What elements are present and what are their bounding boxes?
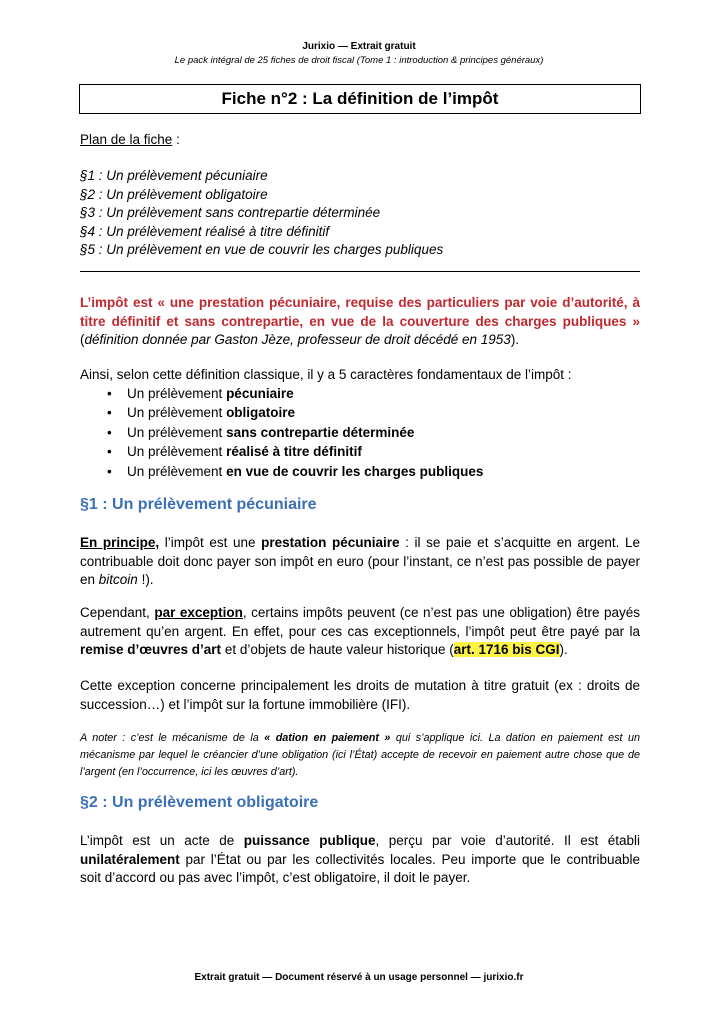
s1-paragraph-3: Cette exception concerne principalement les droits de mutation à titre gratuit (ex : droits de succession…) et l’impôt sur la fortune immobilière (IFI). [80, 678, 640, 712]
list-item [80, 403, 483, 422]
plan-label-suffix: : [172, 132, 180, 147]
s1-p2-text: et d’objets de haute valeur historique ( [221, 642, 454, 657]
definition-source: définition donnée par Gaston Jèze, professeur de droit décédé en 1953 [84, 332, 511, 347]
definition-quote: L’impôt est « une prestation pécuniaire, requise des particuliers par voie d’autorité, à titre définitif et sans contrepartie, en vue de la couverture des charges publiques » [80, 295, 640, 329]
s1-p1-text: l’impôt est une [159, 535, 262, 550]
list-item [80, 384, 483, 403]
s2-p1-bold: puissance publique [243, 833, 376, 848]
note-text: qui s’applique ici. La dation en paiement est un mécanisme par lequel le créancier d’une obligation (ici l’État) accepte de recevoir en paiement autre chose que de l’argent (en l’occurrence, ici les œuvres d’art). [80, 732, 640, 778]
bullet-icon: • [107, 463, 112, 479]
plan-item: §2 : Un prélèvement obligatoire [80, 186, 268, 202]
item-prefix: Un prélèvement [127, 386, 227, 401]
s1-p2-text: Cependant, [80, 605, 155, 620]
intro-paragraph: Ainsi, selon cette définition classique, il y a 5 caractères fondamentaux de l’impôt : [80, 367, 572, 382]
legal-reference-highlight: art. 1716 bis CGI [453, 642, 560, 657]
s2-p1-text: par l’État ou par les collectivités locales. Peu importe que le contribuable soit d’accord ou pas avec l’impôt, c’est obligatoire, il doit le payer. [80, 851, 640, 885]
s1-paragraph-1 [80, 534, 640, 590]
note-bold: « dation en paiement » [264, 732, 391, 744]
s1-p1-text: : il se paie et s’acquitte en argent. Le contribuable doit donc payer son impôt en euro (pour l’instant, ce n’est pas possible de payer en [80, 535, 641, 587]
divider [80, 271, 640, 272]
bullet-icon: • [107, 405, 112, 421]
section-heading-1: §1 : Un prélèvement pécuniaire [80, 496, 317, 513]
plan-item: §4 : Un prélèvement réalisé à titre définitif [80, 223, 330, 239]
s1-p1-italic: bitcoin [98, 572, 138, 587]
definition-paragraph [80, 294, 640, 350]
header-brand: Jurixio — Extrait gratuit [302, 41, 416, 52]
item-prefix: Un prélèvement [127, 424, 227, 440]
header-subtitle: Le pack intégral de 25 fiches de droit fiscal (Tome 1 : introduction & principes généraux) [174, 55, 544, 66]
plan-list [80, 167, 443, 260]
item-prefix: Un prélèvement [127, 405, 227, 421]
list-item [80, 423, 483, 442]
item-bold: pécuniaire [226, 386, 294, 401]
bullet-icon: • [107, 424, 112, 440]
plan-item: §3 : Un prélèvement sans contrepartie déterminée [80, 205, 381, 221]
item-bold: réalisé à titre définitif [226, 444, 362, 460]
s1-p2-lead: par exception [154, 605, 243, 620]
definition-close-paren: ). [510, 332, 520, 347]
s2-p1-text: , perçu par voie d’autorité. Il est établi [375, 833, 641, 848]
characters-list [80, 384, 483, 481]
s1-p1-text: !). [137, 572, 154, 587]
s1-paragraph-2 [80, 604, 640, 660]
bullet-icon: • [107, 386, 112, 401]
page-title: Fiche n°2 : La définition de l’impôt [79, 84, 641, 114]
s1-p1-lead: En principe, [80, 535, 160, 550]
s2-paragraph-1 [80, 832, 640, 888]
s2-p1-bold: unilatéralement [80, 851, 180, 867]
s1-p1-bold: prestation pécuniaire [261, 535, 400, 550]
s1-p2-bold: remise d’œuvres d’art [80, 642, 222, 657]
item-prefix: Un prélèvement [127, 463, 227, 479]
list-item [80, 442, 483, 461]
item-bold: obligatoire [226, 405, 296, 421]
item-prefix: Un prélèvement [127, 444, 227, 460]
s1-note [80, 730, 640, 781]
plan-heading [80, 132, 180, 147]
note-text: A noter : c’est le mécanisme de la [80, 732, 265, 744]
page-footer: Extrait gratuit — Document réservé à un usage personnel — jurixio.fr [194, 972, 524, 983]
list-item [80, 462, 483, 481]
plan-item: §5 : Un prélèvement en vue de couvrir les charges publiques [80, 242, 444, 258]
page-header [0, 40, 718, 67]
section-heading-2: §2 : Un prélèvement obligatoire [80, 794, 319, 811]
item-bold: sans contrepartie déterminée [226, 424, 415, 440]
plan-label: Plan de la fiche [80, 132, 173, 147]
bullet-icon: • [107, 444, 112, 460]
definition-open-paren: ( [80, 332, 85, 347]
s1-p2-text: , certains impôts peuvent (ce n’est pas une obligation) être payés autrement qu’en argent. En effet, pour ces cas exceptionnels, l’impôt peut être payé par la [80, 605, 640, 639]
s1-p2-text: ). [559, 642, 568, 657]
plan-item: §1 : Un prélèvement pécuniaire [80, 168, 268, 183]
item-bold: en vue de couvrir les charges publiques [226, 463, 484, 479]
s2-p1-text: L’impôt est un acte de [80, 833, 244, 848]
